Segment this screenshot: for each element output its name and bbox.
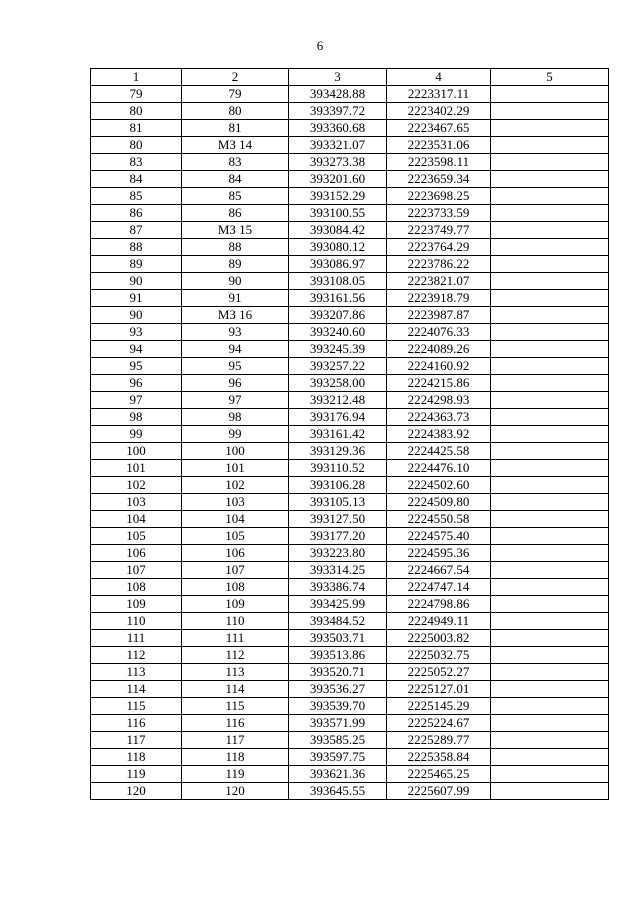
coordinates-table — [90, 68, 609, 800]
table-cell: 88 — [91, 239, 182, 256]
table-cell: 393645.55 — [289, 783, 387, 800]
table-cell: 118 — [182, 749, 289, 766]
table-row — [91, 205, 609, 222]
table-cell: 393223.80 — [289, 545, 387, 562]
table-cell — [491, 477, 609, 494]
table-cell: 393110.52 — [289, 460, 387, 477]
table-row — [91, 562, 609, 579]
table-cell: 95 — [182, 358, 289, 375]
table-cell: 393106.28 — [289, 477, 387, 494]
table-cell: 393585.25 — [289, 732, 387, 749]
table-cell: 393513.86 — [289, 647, 387, 664]
table-cell: 114 — [182, 681, 289, 698]
table-cell — [491, 681, 609, 698]
table-cell — [491, 154, 609, 171]
table-cell — [491, 205, 609, 222]
table-cell: 120 — [182, 783, 289, 800]
table-cell: 96 — [91, 375, 182, 392]
table-cell: 90 — [91, 307, 182, 324]
table-row — [91, 613, 609, 630]
table-cell — [491, 392, 609, 409]
table-cell: 393257.22 — [289, 358, 387, 375]
table-cell — [491, 239, 609, 256]
table-cell: 80 — [182, 103, 289, 120]
table-cell: 101 — [182, 460, 289, 477]
table-row — [91, 715, 609, 732]
table-cell: 2224298.93 — [387, 392, 491, 409]
table-cell: 2223987.87 — [387, 307, 491, 324]
table-cell: 103 — [182, 494, 289, 511]
table-cell: 113 — [182, 664, 289, 681]
table-row — [91, 664, 609, 681]
table-cell: 86 — [91, 205, 182, 222]
table-cell: 117 — [182, 732, 289, 749]
table-cell: 2224076.33 — [387, 324, 491, 341]
table-cell: 393536.27 — [289, 681, 387, 698]
table-row — [91, 596, 609, 613]
table-row — [91, 732, 609, 749]
table-cell: 393240.60 — [289, 324, 387, 341]
table-cell: 88 — [182, 239, 289, 256]
table-cell: 106 — [182, 545, 289, 562]
table-cell: 105 — [91, 528, 182, 545]
table-cell — [491, 630, 609, 647]
table-cell: 110 — [91, 613, 182, 630]
table-cell — [491, 698, 609, 715]
table-cell: 119 — [91, 766, 182, 783]
table-cell — [491, 222, 609, 239]
table-cell: 393105.13 — [289, 494, 387, 511]
table-cell: 2223531.06 — [387, 137, 491, 154]
table-cell: 2224383.92 — [387, 426, 491, 443]
table-cell — [491, 460, 609, 477]
table-cell: 120 — [91, 783, 182, 800]
table-body — [91, 86, 609, 800]
table-cell: 393360.68 — [289, 120, 387, 137]
table-cell — [491, 613, 609, 630]
table-cell: 393597.75 — [289, 749, 387, 766]
table-cell — [491, 579, 609, 596]
table-cell: 99 — [91, 426, 182, 443]
table-cell: 2225145.29 — [387, 698, 491, 715]
table-cell: 393397.72 — [289, 103, 387, 120]
table-cell — [491, 545, 609, 562]
table-cell: 393080.12 — [289, 239, 387, 256]
table-cell: 393108.05 — [289, 273, 387, 290]
table-cell: 2223698.25 — [387, 188, 491, 205]
table-cell: 393084.42 — [289, 222, 387, 239]
table-cell: 393273.38 — [289, 154, 387, 171]
table-cell — [491, 749, 609, 766]
table-row — [91, 409, 609, 426]
table-row — [91, 477, 609, 494]
table-cell: 393520.71 — [289, 664, 387, 681]
table-row — [91, 545, 609, 562]
table-cell — [491, 290, 609, 307]
table-cell: 79 — [182, 86, 289, 103]
table-cell: 83 — [182, 154, 289, 171]
table-cell: 98 — [91, 409, 182, 426]
table-cell: 81 — [91, 120, 182, 137]
table-cell: 98 — [182, 409, 289, 426]
table-row — [91, 630, 609, 647]
table-cell: 79 — [91, 86, 182, 103]
table-cell: 108 — [182, 579, 289, 596]
table-row — [91, 766, 609, 783]
table-cell: МЗ 14 — [182, 137, 289, 154]
table-cell: 393245.39 — [289, 341, 387, 358]
table-cell: 111 — [182, 630, 289, 647]
table-row — [91, 511, 609, 528]
table-cell: 2223786.22 — [387, 256, 491, 273]
table-cell — [491, 647, 609, 664]
table-cell: 2224575.40 — [387, 528, 491, 545]
table-cell: 2225607.99 — [387, 783, 491, 800]
table-cell: 393152.29 — [289, 188, 387, 205]
table-cell: 119 — [182, 766, 289, 783]
table-cell: 2224509.80 — [387, 494, 491, 511]
table-cell: 393484.52 — [289, 613, 387, 630]
table-row — [91, 443, 609, 460]
table-row — [91, 273, 609, 290]
table-cell — [491, 494, 609, 511]
table-cell — [491, 732, 609, 749]
table-cell: 87 — [91, 222, 182, 239]
table-cell: 117 — [91, 732, 182, 749]
table-cell: 85 — [182, 188, 289, 205]
table-cell: 393176.94 — [289, 409, 387, 426]
table-cell: 93 — [182, 324, 289, 341]
table-row — [91, 86, 609, 103]
table-cell: 83 — [91, 154, 182, 171]
table-cell: 102 — [182, 477, 289, 494]
table-cell: 393539.70 — [289, 698, 387, 715]
table-cell: 393321.07 — [289, 137, 387, 154]
table-cell: 80 — [91, 103, 182, 120]
table-cell: 102 — [91, 477, 182, 494]
table-row — [91, 783, 609, 800]
table-row — [91, 358, 609, 375]
table-cell: 89 — [182, 256, 289, 273]
table-row — [91, 239, 609, 256]
table-cell: 2225224.67 — [387, 715, 491, 732]
table-cell: 113 — [91, 664, 182, 681]
table-cell — [491, 86, 609, 103]
table-cell: 86 — [182, 205, 289, 222]
table-cell — [491, 715, 609, 732]
table-cell: 94 — [182, 341, 289, 358]
table-cell: 2224089.26 — [387, 341, 491, 358]
table-cell: 2225465.25 — [387, 766, 491, 783]
column-header: 2 — [182, 69, 289, 86]
table-cell — [491, 324, 609, 341]
table-row — [91, 528, 609, 545]
table-row — [91, 324, 609, 341]
table-cell: 393386.74 — [289, 579, 387, 596]
table-cell: 2224160.92 — [387, 358, 491, 375]
table-cell: 393161.42 — [289, 426, 387, 443]
table-cell: 108 — [91, 579, 182, 596]
table-cell: 112 — [91, 647, 182, 664]
table-row — [91, 647, 609, 664]
table-cell: 89 — [91, 256, 182, 273]
table-row — [91, 171, 609, 188]
table-cell: 97 — [182, 392, 289, 409]
table-cell: 93 — [91, 324, 182, 341]
table-cell: 2223317.11 — [387, 86, 491, 103]
table-cell: 393258.00 — [289, 375, 387, 392]
table-cell: 103 — [91, 494, 182, 511]
table-cell: 2224798.86 — [387, 596, 491, 613]
table-cell: 109 — [91, 596, 182, 613]
table-cell: 107 — [91, 562, 182, 579]
table-cell: 91 — [182, 290, 289, 307]
table-cell: 393621.36 — [289, 766, 387, 783]
table-row — [91, 154, 609, 171]
column-header: 1 — [91, 69, 182, 86]
table-cell: 2225358.84 — [387, 749, 491, 766]
table-row — [91, 749, 609, 766]
table-row — [91, 579, 609, 596]
table-cell — [491, 307, 609, 324]
table-cell: 2225127.01 — [387, 681, 491, 698]
table-row — [91, 392, 609, 409]
table-cell: 2223764.29 — [387, 239, 491, 256]
table-cell: 2223749.77 — [387, 222, 491, 239]
table-cell: 110 — [182, 613, 289, 630]
table-cell: 2225032.75 — [387, 647, 491, 664]
table-cell: 2224425.58 — [387, 443, 491, 460]
table-cell: МЗ 15 — [182, 222, 289, 239]
table-cell: 90 — [182, 273, 289, 290]
table-cell — [491, 596, 609, 613]
table-cell: 2224215.86 — [387, 375, 491, 392]
table-cell: 393127.50 — [289, 511, 387, 528]
table-row — [91, 698, 609, 715]
table-row — [91, 494, 609, 511]
table-cell — [491, 358, 609, 375]
table-cell: 111 — [91, 630, 182, 647]
table-cell: 96 — [182, 375, 289, 392]
table-cell: 393086.97 — [289, 256, 387, 273]
table-cell: 99 — [182, 426, 289, 443]
table-cell: МЗ 16 — [182, 307, 289, 324]
table-row — [91, 307, 609, 324]
table-cell: 104 — [91, 511, 182, 528]
table-cell: 2223467.65 — [387, 120, 491, 137]
table-cell — [491, 120, 609, 137]
table-cell — [491, 783, 609, 800]
table-row — [91, 681, 609, 698]
table-cell — [491, 664, 609, 681]
table-cell: 2224667.54 — [387, 562, 491, 579]
table-cell: 90 — [91, 273, 182, 290]
table-cell: 393100.55 — [289, 205, 387, 222]
table-cell: 393212.48 — [289, 392, 387, 409]
table-cell: 2223733.59 — [387, 205, 491, 222]
table-cell: 105 — [182, 528, 289, 545]
table-cell — [491, 443, 609, 460]
table-cell: 2223402.29 — [387, 103, 491, 120]
table-cell: 81 — [182, 120, 289, 137]
table-cell: 2223821.07 — [387, 273, 491, 290]
table-cell — [491, 511, 609, 528]
table-cell: 95 — [91, 358, 182, 375]
table-cell: 2224502.60 — [387, 477, 491, 494]
table-cell: 97 — [91, 392, 182, 409]
table-cell: 393177.20 — [289, 528, 387, 545]
table-cell — [491, 137, 609, 154]
table-cell: 393314.25 — [289, 562, 387, 579]
table-cell: 85 — [91, 188, 182, 205]
table-cell: 114 — [91, 681, 182, 698]
table-cell: 393207.86 — [289, 307, 387, 324]
table-cell — [491, 171, 609, 188]
table-cell: 2224363.73 — [387, 409, 491, 426]
table-cell: 2225003.82 — [387, 630, 491, 647]
table-row — [91, 120, 609, 137]
table-cell: 2224476.10 — [387, 460, 491, 477]
table-row — [91, 426, 609, 443]
table-cell: 94 — [91, 341, 182, 358]
table-cell — [491, 528, 609, 545]
table-cell: 2225052.27 — [387, 664, 491, 681]
table-cell: 116 — [182, 715, 289, 732]
table-cell: 2224747.14 — [387, 579, 491, 596]
table-cell: 393428.88 — [289, 86, 387, 103]
page-number: 6 — [316, 38, 324, 53]
table-cell: 116 — [91, 715, 182, 732]
table-cell: 2224595.36 — [387, 545, 491, 562]
table-cell: 2223659.34 — [387, 171, 491, 188]
table-row — [91, 256, 609, 273]
table-cell: 112 — [182, 647, 289, 664]
table-cell — [491, 375, 609, 392]
table-cell: 2223598.11 — [387, 154, 491, 171]
table-header-row — [91, 69, 609, 86]
table-cell — [491, 562, 609, 579]
table-cell: 393129.36 — [289, 443, 387, 460]
table-cell: 393425.99 — [289, 596, 387, 613]
table-cell — [491, 103, 609, 120]
table-cell: 2224949.11 — [387, 613, 491, 630]
table-row — [91, 137, 609, 154]
table-cell: 393503.71 — [289, 630, 387, 647]
table-cell: 115 — [182, 698, 289, 715]
column-header: 4 — [387, 69, 491, 86]
table-row — [91, 222, 609, 239]
table-cell: 84 — [182, 171, 289, 188]
table-row — [91, 103, 609, 120]
table-cell: 2225289.77 — [387, 732, 491, 749]
table-cell: 118 — [91, 749, 182, 766]
table-cell: 91 — [91, 290, 182, 307]
column-header: 3 — [289, 69, 387, 86]
table-cell: 101 — [91, 460, 182, 477]
table-cell: 393161.56 — [289, 290, 387, 307]
table-row — [91, 460, 609, 477]
table-row — [91, 341, 609, 358]
table-row — [91, 375, 609, 392]
table-cell: 109 — [182, 596, 289, 613]
column-header: 5 — [491, 69, 609, 86]
table-cell: 84 — [91, 171, 182, 188]
table-cell: 106 — [91, 545, 182, 562]
table-cell: 393571.99 — [289, 715, 387, 732]
table-cell — [491, 256, 609, 273]
table-cell: 100 — [182, 443, 289, 460]
table-row — [91, 188, 609, 205]
table-cell: 107 — [182, 562, 289, 579]
table-cell — [491, 341, 609, 358]
table-cell: 80 — [91, 137, 182, 154]
table-row — [91, 290, 609, 307]
table-cell — [491, 409, 609, 426]
table-cell — [491, 188, 609, 205]
table-cell — [491, 273, 609, 290]
table-cell: 104 — [182, 511, 289, 528]
table-cell — [491, 426, 609, 443]
table-cell: 115 — [91, 698, 182, 715]
table-cell: 2224550.58 — [387, 511, 491, 528]
table-cell — [491, 766, 609, 783]
table-cell: 100 — [91, 443, 182, 460]
table-cell: 393201.60 — [289, 171, 387, 188]
table-cell: 2223918.79 — [387, 290, 491, 307]
